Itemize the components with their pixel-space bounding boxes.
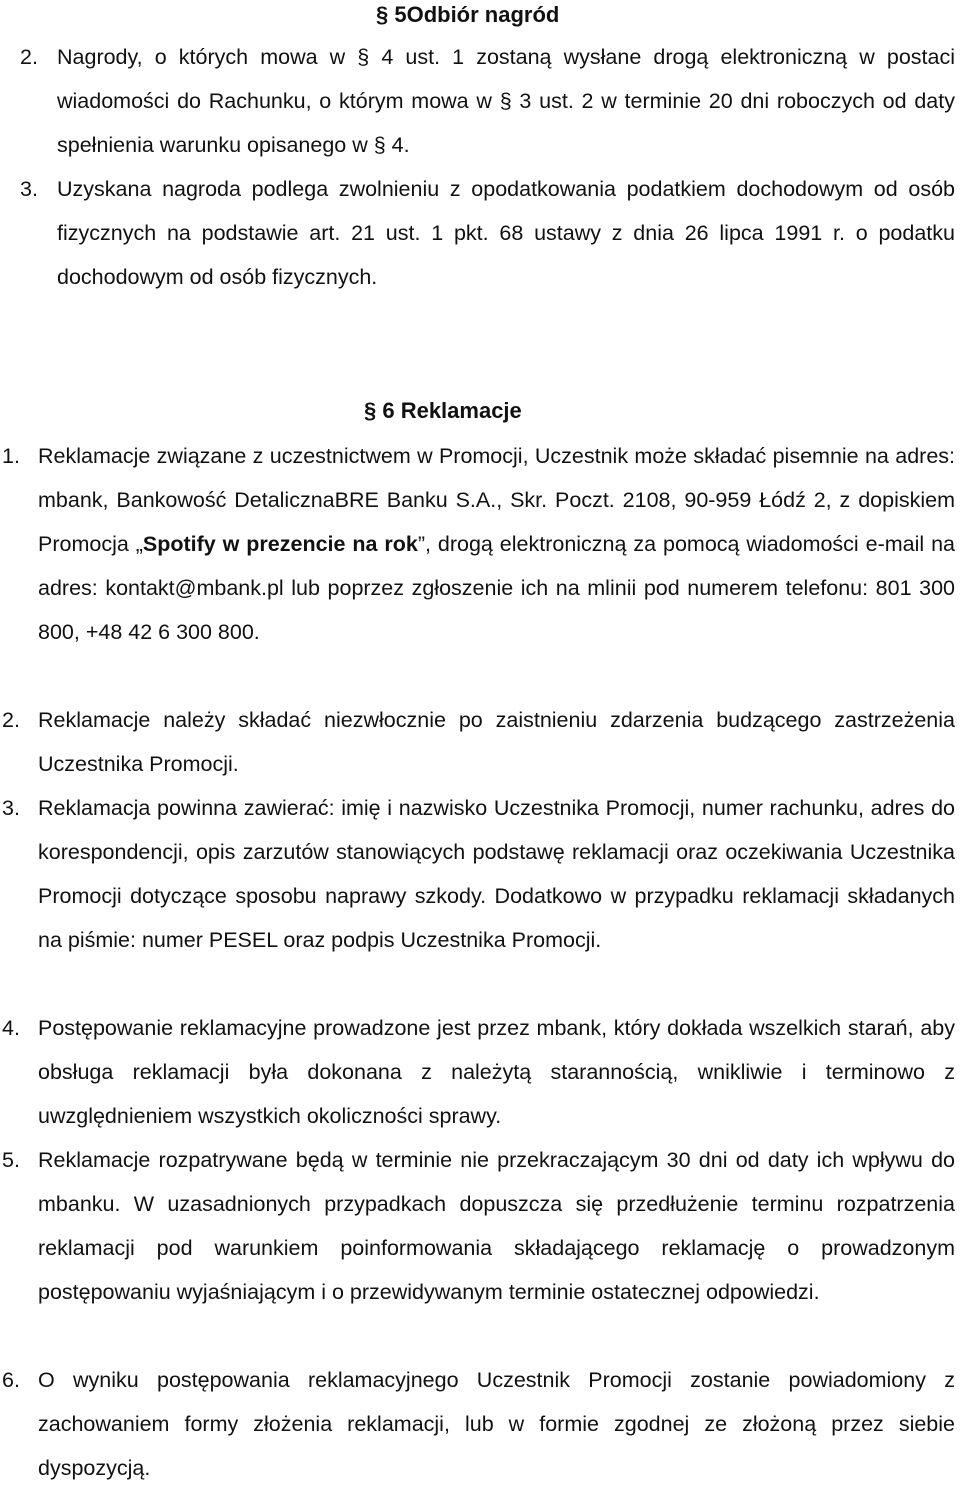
item-number: 2.: [2, 708, 20, 732]
item-number: 4.: [2, 1016, 20, 1040]
paragraph-complaint-content: Reklamacja powinna zawierać: imię i nazwisko Uczestnika Promocji, numer rachunku, adres do korespondencji, opis zarzutów stanowiących podstawę reklamacji oraz oczekiwania Uczestnika Promocji dotyczące sposobu naprawy szkody. Dodatkowo w przypadku reklamacji składanych na piśmie: numer PESEL oraz podpis Uczestnika Promocji.: [38, 796, 955, 952]
paragraph-complaint-timing: Reklamacje należy składać niezwłocznie po zaistnieniu zdarzenia budzącego zastrzeżenia Uczestnika Promocji.: [38, 708, 955, 776]
paragraph-tax-exemption: Uzyskana nagroda podlega zwolnieniu z opodatkowania podatkiem dochodowym od osób fizycznych na podstawie art. 21 ust. 1 pkt. 68 ustawy z dnia 26 lipca 1991 r. o podatku dochodowym od osób fizycznych.: [57, 177, 955, 289]
promotion-name: Spotify w prezencie na rok: [142, 532, 418, 556]
item-number: 3.: [2, 796, 20, 820]
complaint-text-end: ”, drogą elektroniczną za pomocą wiadomości e-mail na adres: kontakt@mbank.pl lub poprzez zgłoszenie ich na mlinii pod numerem telefonu: 801 300 800, +48 42 6 300 800.: [38, 532, 955, 644]
item-number: 6.: [2, 1368, 20, 1392]
item-number: 1.: [2, 444, 20, 468]
section-6-heading: § 6 Reklamacje: [364, 398, 522, 423]
item-number: 3.: [20, 177, 38, 201]
paragraph-complaint-handling: Postępowanie reklamacyjne prowadzone jest przez mbank, który dokłada wszelkich starań, aby obsługa reklamacji była dokonana z należytą starannością, wnikliwie i terminowo z uwzględnieniem wszystkich okoliczności sprawy.: [38, 1016, 955, 1128]
item-number: 2.: [20, 45, 38, 69]
paragraph-prize-delivery: Nagrody, o których mowa w § 4 ust. 1 zostaną wysłane drogą elektroniczną w postaci wiadomości do Rachunku, o którym mowa w § 3 ust. 2 w terminie 20 dni roboczych od daty spełnienia warunku opisanego w § 4.: [57, 45, 955, 157]
paragraph-complaint-channels: [38, 434, 955, 654]
complaint-text-start: Reklamacje związane z uczestnictwem w Promocji, Uczestnik może składać pisemnie na adres: mbank, Bankowość DetalicznaBRE Banku S.A., Skr. Poczt. 2108, 90-959 Łódź 2, z dopiskiem Promocja „: [38, 444, 955, 556]
section-5-heading: § 5Odbiór nagród: [376, 2, 560, 27]
paragraph-complaint-deadline: Reklamacje rozpatrywane będą w terminie nie przekraczającym 30 dni od daty ich wpływu do mbanku. W uzasadnionych przypadkach dopuszcza się przedłużenie terminu rozpatrzenia reklamacji pod warunkiem poinformowania składającego reklamację o prowadzonym postępowaniu wyjaśniającym i o przewidywanym terminie ostatecznej odpowiedzi.: [38, 1148, 955, 1304]
paragraph-complaint-result: O wyniku postępowania reklamacyjnego Uczestnik Promocji zostanie powiadomiony z zachowaniem formy złożenia reklamacji, lub w formie zgodnej ze złożoną przez siebie dyspozycją.: [38, 1368, 955, 1480]
item-number: 5.: [2, 1148, 20, 1172]
